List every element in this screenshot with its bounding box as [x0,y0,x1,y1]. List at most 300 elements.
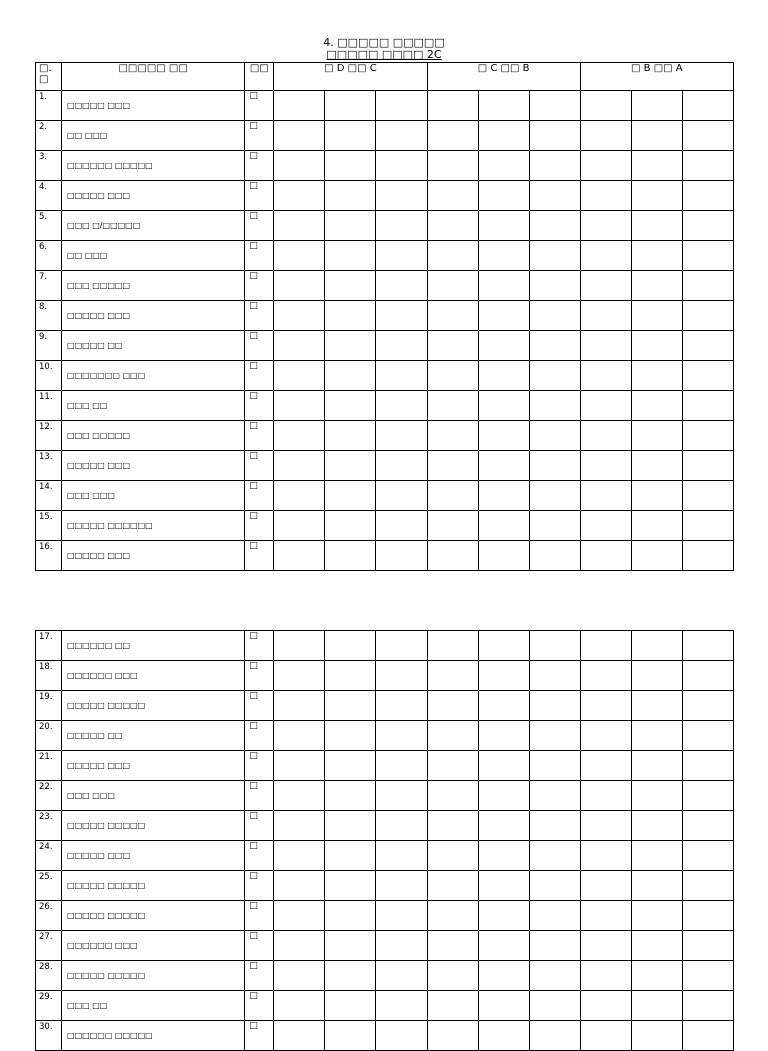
rating-cell[interactable] [631,961,682,991]
rating-cell[interactable] [529,211,580,241]
rating-cell[interactable] [478,271,529,301]
rating-cell[interactable] [580,841,631,871]
rating-cell[interactable] [376,721,427,751]
rating-cell[interactable] [682,691,733,721]
rating-cell[interactable] [325,181,376,211]
rating-cell[interactable] [274,1021,325,1051]
checkbox[interactable]: □ [245,301,274,331]
rating-cell[interactable] [631,451,682,481]
rating-cell[interactable] [274,421,325,451]
rating-cell[interactable] [274,901,325,931]
rating-cell[interactable] [376,931,427,961]
rating-cell[interactable] [427,661,478,691]
rating-cell[interactable] [682,841,733,871]
rating-cell[interactable] [682,781,733,811]
rating-cell[interactable] [682,121,733,151]
rating-cell[interactable] [529,511,580,541]
rating-cell[interactable] [325,421,376,451]
rating-cell[interactable] [529,661,580,691]
rating-cell[interactable] [529,781,580,811]
rating-cell[interactable] [529,361,580,391]
rating-cell[interactable] [529,931,580,961]
rating-cell[interactable] [580,511,631,541]
rating-cell[interactable] [529,451,580,481]
rating-cell[interactable] [376,361,427,391]
rating-cell[interactable] [325,991,376,1021]
rating-cell[interactable] [682,211,733,241]
rating-cell[interactable] [427,841,478,871]
rating-cell[interactable] [631,661,682,691]
rating-cell[interactable] [631,181,682,211]
rating-cell[interactable] [478,991,529,1021]
rating-cell[interactable] [529,271,580,301]
rating-cell[interactable] [529,421,580,451]
rating-cell[interactable] [376,871,427,901]
rating-cell[interactable] [631,631,682,661]
rating-cell[interactable] [580,781,631,811]
rating-cell[interactable] [529,301,580,331]
rating-cell[interactable] [376,481,427,511]
rating-cell[interactable] [478,181,529,211]
checkbox[interactable]: □ [245,631,274,661]
rating-cell[interactable] [682,181,733,211]
rating-cell[interactable] [376,331,427,361]
rating-cell[interactable] [325,901,376,931]
rating-cell[interactable] [631,811,682,841]
rating-cell[interactable] [274,241,325,271]
rating-cell[interactable] [478,301,529,331]
rating-cell[interactable] [274,661,325,691]
rating-cell[interactable] [478,421,529,451]
checkbox[interactable]: □ [245,181,274,211]
checkbox[interactable]: □ [245,751,274,781]
rating-cell[interactable] [376,901,427,931]
rating-cell[interactable] [325,151,376,181]
rating-cell[interactable] [325,241,376,271]
rating-cell[interactable] [427,91,478,121]
rating-cell[interactable] [274,721,325,751]
rating-cell[interactable] [376,511,427,541]
rating-cell[interactable] [682,901,733,931]
rating-cell[interactable] [427,481,478,511]
rating-cell[interactable] [580,751,631,781]
rating-cell[interactable] [376,631,427,661]
rating-cell[interactable] [427,211,478,241]
rating-cell[interactable] [631,781,682,811]
checkbox[interactable]: □ [245,931,274,961]
rating-cell[interactable] [274,961,325,991]
rating-cell[interactable] [376,541,427,571]
rating-cell[interactable] [325,271,376,301]
rating-cell[interactable] [427,121,478,151]
rating-cell[interactable] [325,631,376,661]
rating-cell[interactable] [631,511,682,541]
rating-cell[interactable] [631,541,682,571]
rating-cell[interactable] [325,841,376,871]
rating-cell[interactable] [478,841,529,871]
checkbox[interactable]: □ [245,361,274,391]
rating-cell[interactable] [325,211,376,241]
rating-cell[interactable] [427,541,478,571]
rating-cell[interactable] [682,361,733,391]
rating-cell[interactable] [682,481,733,511]
rating-cell[interactable] [274,811,325,841]
rating-cell[interactable] [682,811,733,841]
rating-cell[interactable] [478,91,529,121]
checkbox[interactable]: □ [245,511,274,541]
rating-cell[interactable] [274,151,325,181]
rating-cell[interactable] [427,271,478,301]
rating-cell[interactable] [376,991,427,1021]
rating-cell[interactable] [325,481,376,511]
rating-cell[interactable] [631,151,682,181]
rating-cell[interactable] [580,271,631,301]
rating-cell[interactable] [631,1021,682,1051]
rating-cell[interactable] [682,271,733,301]
rating-cell[interactable] [325,691,376,721]
rating-cell[interactable] [325,931,376,961]
checkbox[interactable]: □ [245,421,274,451]
rating-cell[interactable] [682,451,733,481]
rating-cell[interactable] [529,631,580,661]
rating-cell[interactable] [682,91,733,121]
rating-cell[interactable] [580,451,631,481]
rating-cell[interactable] [631,481,682,511]
rating-cell[interactable] [478,931,529,961]
rating-cell[interactable] [478,961,529,991]
rating-cell[interactable] [529,721,580,751]
rating-cell[interactable] [427,811,478,841]
rating-cell[interactable] [580,91,631,121]
rating-cell[interactable] [682,661,733,691]
rating-cell[interactable] [427,691,478,721]
rating-cell[interactable] [274,391,325,421]
rating-cell[interactable] [427,421,478,451]
rating-cell[interactable] [682,301,733,331]
rating-cell[interactable] [376,841,427,871]
rating-cell[interactable] [529,961,580,991]
rating-cell[interactable] [682,631,733,661]
rating-cell[interactable] [529,871,580,901]
rating-cell[interactable] [274,931,325,961]
checkbox[interactable]: □ [245,961,274,991]
rating-cell[interactable] [376,121,427,151]
rating-cell[interactable] [478,481,529,511]
checkbox[interactable]: □ [245,1021,274,1051]
rating-cell[interactable] [631,751,682,781]
checkbox[interactable]: □ [245,691,274,721]
rating-cell[interactable] [478,1021,529,1051]
rating-cell[interactable] [529,151,580,181]
rating-cell[interactable] [478,151,529,181]
rating-cell[interactable] [376,691,427,721]
rating-cell[interactable] [325,331,376,361]
rating-cell[interactable] [427,241,478,271]
rating-cell[interactable] [478,721,529,751]
rating-cell[interactable] [580,631,631,661]
rating-cell[interactable] [580,121,631,151]
rating-cell[interactable] [478,901,529,931]
rating-cell[interactable] [274,451,325,481]
rating-cell[interactable] [631,931,682,961]
rating-cell[interactable] [580,961,631,991]
rating-cell[interactable] [580,871,631,901]
rating-cell[interactable] [478,631,529,661]
rating-cell[interactable] [478,871,529,901]
rating-cell[interactable] [580,241,631,271]
checkbox[interactable]: □ [245,211,274,241]
rating-cell[interactable] [631,301,682,331]
rating-cell[interactable] [529,241,580,271]
rating-cell[interactable] [376,421,427,451]
rating-cell[interactable] [682,871,733,901]
rating-cell[interactable] [529,841,580,871]
rating-cell[interactable] [376,391,427,421]
rating-cell[interactable] [427,331,478,361]
rating-cell[interactable] [631,721,682,751]
rating-cell[interactable] [529,331,580,361]
rating-cell[interactable] [376,961,427,991]
rating-cell[interactable] [478,661,529,691]
rating-cell[interactable] [631,91,682,121]
rating-cell[interactable] [274,511,325,541]
rating-cell[interactable] [274,541,325,571]
rating-cell[interactable] [427,991,478,1021]
rating-cell[interactable] [682,991,733,1021]
rating-cell[interactable] [631,421,682,451]
rating-cell[interactable] [325,451,376,481]
checkbox[interactable]: □ [245,271,274,301]
rating-cell[interactable] [682,241,733,271]
rating-cell[interactable] [682,391,733,421]
rating-cell[interactable] [325,871,376,901]
rating-cell[interactable] [325,661,376,691]
rating-cell[interactable] [580,901,631,931]
rating-cell[interactable] [682,721,733,751]
rating-cell[interactable] [529,91,580,121]
rating-cell[interactable] [580,331,631,361]
rating-cell[interactable] [529,541,580,571]
rating-cell[interactable] [580,421,631,451]
rating-cell[interactable] [427,871,478,901]
rating-cell[interactable] [376,1021,427,1051]
rating-cell[interactable] [478,691,529,721]
rating-cell[interactable] [682,511,733,541]
rating-cell[interactable] [631,241,682,271]
checkbox[interactable]: □ [245,811,274,841]
rating-cell[interactable] [478,451,529,481]
rating-cell[interactable] [529,991,580,1021]
rating-cell[interactable] [682,151,733,181]
checkbox[interactable]: □ [245,541,274,571]
rating-cell[interactable] [478,241,529,271]
rating-cell[interactable] [274,691,325,721]
rating-cell[interactable] [427,151,478,181]
rating-cell[interactable] [580,481,631,511]
checkbox[interactable]: □ [245,871,274,901]
rating-cell[interactable] [631,691,682,721]
rating-cell[interactable] [376,751,427,781]
rating-cell[interactable] [427,961,478,991]
rating-cell[interactable] [427,361,478,391]
rating-cell[interactable] [274,121,325,151]
rating-cell[interactable] [478,511,529,541]
rating-cell[interactable] [631,331,682,361]
rating-cell[interactable] [580,661,631,691]
rating-cell[interactable] [427,301,478,331]
rating-cell[interactable] [325,121,376,151]
rating-cell[interactable] [580,151,631,181]
rating-cell[interactable] [580,181,631,211]
rating-cell[interactable] [376,151,427,181]
rating-cell[interactable] [427,631,478,661]
rating-cell[interactable] [631,361,682,391]
rating-cell[interactable] [682,331,733,361]
rating-cell[interactable] [580,361,631,391]
rating-cell[interactable] [529,901,580,931]
rating-cell[interactable] [427,181,478,211]
rating-cell[interactable] [580,211,631,241]
rating-cell[interactable] [580,931,631,961]
rating-cell[interactable] [427,391,478,421]
rating-cell[interactable] [529,481,580,511]
rating-cell[interactable] [274,481,325,511]
rating-cell[interactable] [631,841,682,871]
rating-cell[interactable] [325,91,376,121]
checkbox[interactable]: □ [245,391,274,421]
rating-cell[interactable] [325,301,376,331]
rating-cell[interactable] [478,361,529,391]
checkbox[interactable]: □ [245,781,274,811]
rating-cell[interactable] [580,721,631,751]
rating-cell[interactable] [580,541,631,571]
rating-cell[interactable] [529,751,580,781]
rating-cell[interactable] [376,811,427,841]
rating-cell[interactable] [682,541,733,571]
rating-cell[interactable] [376,661,427,691]
rating-cell[interactable] [478,121,529,151]
rating-cell[interactable] [478,541,529,571]
rating-cell[interactable] [376,91,427,121]
rating-cell[interactable] [376,781,427,811]
checkbox[interactable]: □ [245,331,274,361]
checkbox[interactable]: □ [245,901,274,931]
rating-cell[interactable] [376,451,427,481]
rating-cell[interactable] [631,991,682,1021]
rating-cell[interactable] [376,181,427,211]
rating-cell[interactable] [274,631,325,661]
rating-cell[interactable] [529,391,580,421]
rating-cell[interactable] [529,811,580,841]
rating-cell[interactable] [427,511,478,541]
rating-cell[interactable] [529,181,580,211]
rating-cell[interactable] [274,181,325,211]
rating-cell[interactable] [478,781,529,811]
rating-cell[interactable] [682,751,733,781]
rating-cell[interactable] [427,451,478,481]
rating-cell[interactable] [274,331,325,361]
checkbox[interactable]: □ [245,91,274,121]
rating-cell[interactable] [427,1021,478,1051]
checkbox[interactable]: □ [245,241,274,271]
rating-cell[interactable] [274,751,325,781]
rating-cell[interactable] [325,781,376,811]
rating-cell[interactable] [325,1021,376,1051]
rating-cell[interactable] [478,331,529,361]
rating-cell[interactable] [325,541,376,571]
rating-cell[interactable] [274,781,325,811]
rating-cell[interactable] [631,211,682,241]
rating-cell[interactable] [376,211,427,241]
rating-cell[interactable] [274,91,325,121]
rating-cell[interactable] [529,121,580,151]
rating-cell[interactable] [274,841,325,871]
rating-cell[interactable] [631,271,682,301]
rating-cell[interactable] [274,871,325,901]
rating-cell[interactable] [478,211,529,241]
rating-cell[interactable] [478,391,529,421]
rating-cell[interactable] [682,421,733,451]
rating-cell[interactable] [376,271,427,301]
rating-cell[interactable] [427,751,478,781]
rating-cell[interactable] [274,211,325,241]
rating-cell[interactable] [682,1021,733,1051]
checkbox[interactable]: □ [245,121,274,151]
rating-cell[interactable] [427,931,478,961]
rating-cell[interactable] [325,811,376,841]
rating-cell[interactable] [631,121,682,151]
rating-cell[interactable] [376,241,427,271]
rating-cell[interactable] [376,301,427,331]
checkbox[interactable]: □ [245,991,274,1021]
rating-cell[interactable] [529,691,580,721]
rating-cell[interactable] [325,961,376,991]
rating-cell[interactable] [580,811,631,841]
rating-cell[interactable] [427,721,478,751]
rating-cell[interactable] [325,511,376,541]
rating-cell[interactable] [274,361,325,391]
rating-cell[interactable] [274,271,325,301]
rating-cell[interactable] [274,301,325,331]
rating-cell[interactable] [325,721,376,751]
rating-cell[interactable] [325,361,376,391]
rating-cell[interactable] [427,781,478,811]
checkbox[interactable]: □ [245,451,274,481]
checkbox[interactable]: □ [245,151,274,181]
rating-cell[interactable] [580,991,631,1021]
rating-cell[interactable] [274,991,325,1021]
checkbox[interactable]: □ [245,481,274,511]
checkbox[interactable]: □ [245,661,274,691]
checkbox[interactable]: □ [245,721,274,751]
rating-cell[interactable] [325,391,376,421]
rating-cell[interactable] [580,1021,631,1051]
rating-cell[interactable] [631,871,682,901]
checkbox[interactable]: □ [245,841,274,871]
rating-cell[interactable] [529,1021,580,1051]
rating-cell[interactable] [427,901,478,931]
rating-cell[interactable] [631,391,682,421]
rating-cell[interactable] [682,931,733,961]
rating-cell[interactable] [682,961,733,991]
rating-cell[interactable] [580,391,631,421]
rating-cell[interactable] [580,691,631,721]
rating-cell[interactable] [325,751,376,781]
rating-cell[interactable] [478,751,529,781]
rating-cell[interactable] [631,901,682,931]
rating-cell[interactable] [580,301,631,331]
rating-cell[interactable] [478,811,529,841]
